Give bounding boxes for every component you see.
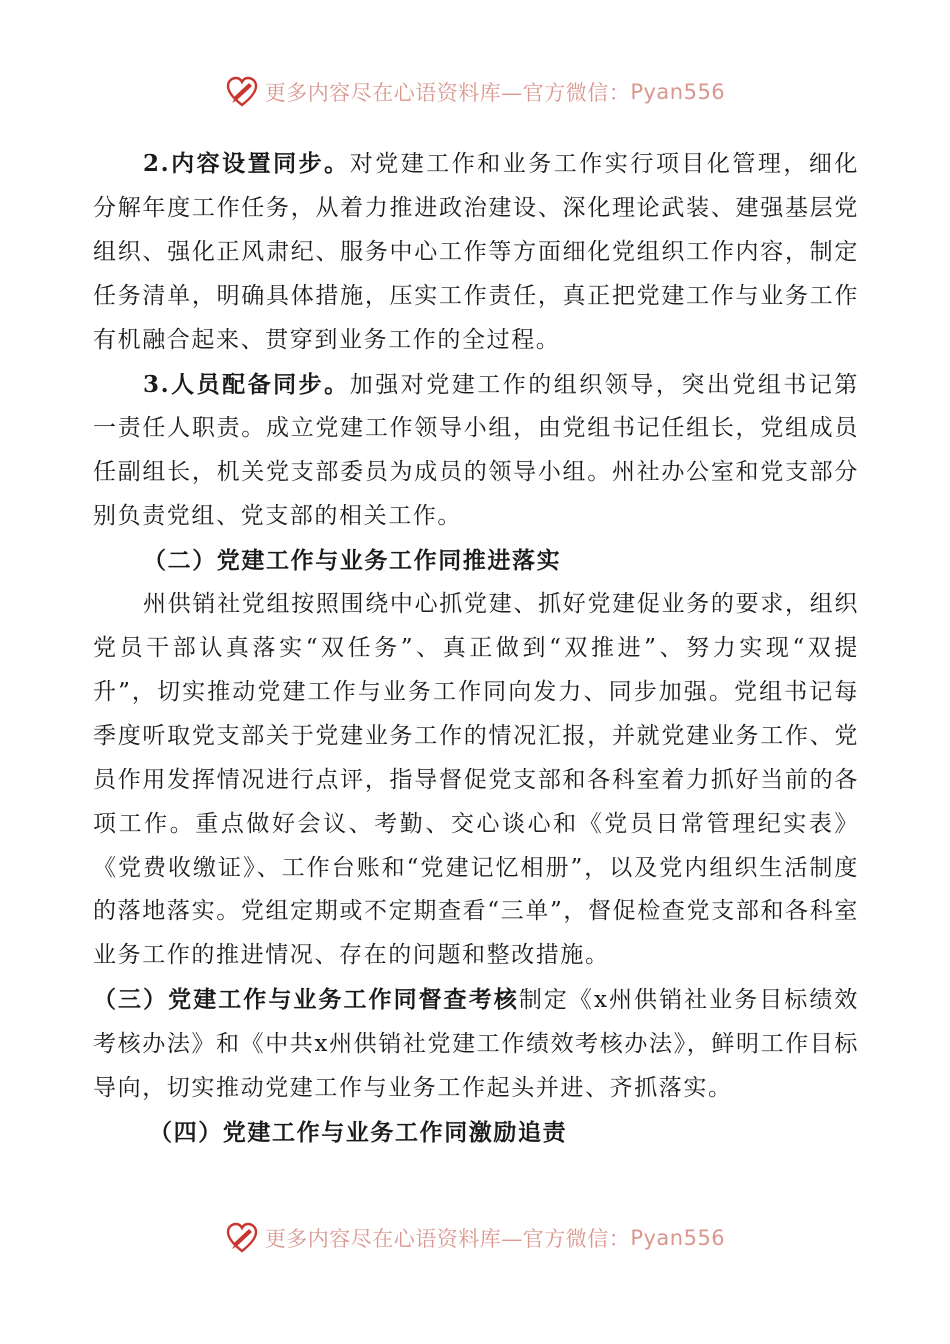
watermark-text: 更多内容尽在心语资料库—官方微信： xyxy=(264,1227,631,1251)
paragraph xyxy=(93,363,859,540)
watermark-wechat-id: Pyan556 xyxy=(630,1226,726,1250)
watermark-text: 更多内容尽在心语资料库—官方微信： xyxy=(264,81,631,105)
section-heading-inline: （三）党建工作与业务工作同督查考核 xyxy=(93,986,519,1014)
paragraph-text: 制定《x州供销社业务目标绩效考核办法》和《中共x州供销社党建工作绩效考核办法》，鲜明工作目标导向，切实推动党建工作与业务工作起头并进、齐抓落实。 xyxy=(93,987,859,1102)
watermark-wechat-id: Pyan556 xyxy=(630,80,726,104)
document-body xyxy=(93,142,859,1155)
section-heading: （四）党建工作与业务工作同激励追责 xyxy=(149,1118,568,1146)
paragraph: 州供销社党组按照围绕中心抓党建、抓好党建促业务的要求，组织党员干部认真落实“双任务”、真正做到“双推进”、努力实现“双提升”，切实推动党建工作与业务工作同向发力、同步加强。党组书记每季度听取党支部关于党建业务工作的情况汇报，并就党建业务工作、党员作用发挥情况进行点评，指导督促党支部和各科室着力抓好当前的各项工作。重点做好会议、考勤、交心谈心和《党员日常管理纪实表》《党费收缴证》、工作台账和“党建记忆相册”，以及党内组织生活制度的落地落实。党组定期或不定期查看“三单”，督促检查党支部和各科室业务工作的推进情况、存在的问题和整改措施。 xyxy=(93,591,859,969)
watermark-banner-bottom xyxy=(0,1216,950,1260)
watermark-banner-top xyxy=(0,70,950,114)
paragraph xyxy=(93,142,859,363)
heart-pen-logo-icon xyxy=(225,75,259,109)
paragraph-text: 对党建工作和业务工作实行项目化管理，细化分解年度工作任务，从着力推进政治建设、深化理论武装、建强基层党组织、强化正风肃纪、服务中心工作等方面细化党组织工作内容，制定任务清单，明确具体措施，压实工作责任，真正把党建工作与业务工作有机融合起来、贯穿到业务工作的全过程。 xyxy=(93,151,859,353)
paragraph-text: 加强对党建工作的组织领导，突出党组书记第一责任人职责。成立党建工作领导小组，由党组书记任组长，党组成员任副组长，机关党支部委员为成员的领导小组。州社办公室和党支部分别负责党组、党支部的相关工作。 xyxy=(93,371,859,530)
paragraph-lead: 3.人员配备同步。 xyxy=(143,370,350,398)
heart-pen-logo-icon xyxy=(225,1221,259,1255)
paragraph-lead: 2.内容设置同步。 xyxy=(143,150,350,177)
section-heading: （二）党建工作与业务工作同推进落实 xyxy=(143,547,562,575)
paragraph xyxy=(93,978,859,1111)
